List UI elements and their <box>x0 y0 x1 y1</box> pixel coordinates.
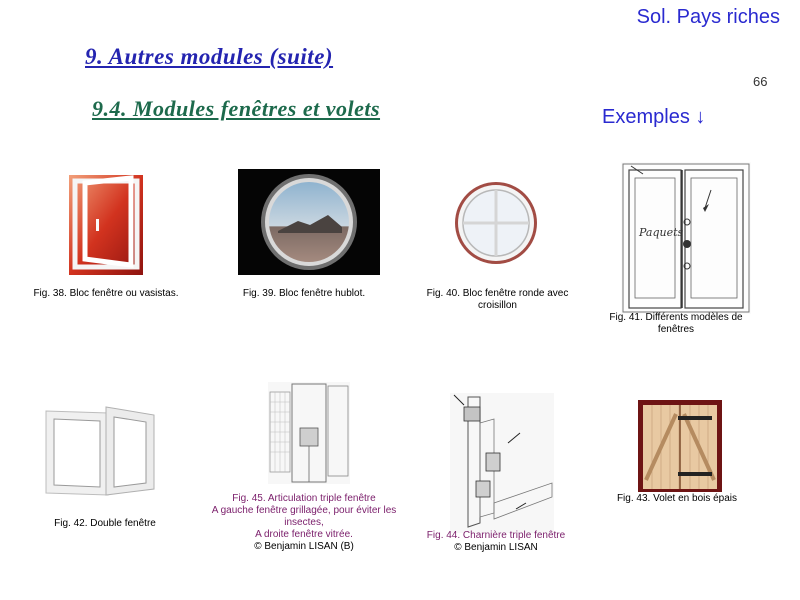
fig45-image <box>268 382 350 484</box>
fig40-caption-line1: Fig. 40. Bloc fenêtre ronde avec <box>426 288 569 299</box>
fig42-image <box>44 405 156 497</box>
fig39-image <box>238 169 380 275</box>
fig40-caption <box>410 288 585 312</box>
fig40-round-window-svg <box>453 180 539 266</box>
fig41-image <box>621 162 751 314</box>
fig43-shutter-svg <box>638 400 722 492</box>
fig40-caption-line2: croisillon <box>478 300 517 311</box>
fig41-sketch-text: Paquets <box>639 226 684 239</box>
fig44-caption-line1: Fig. 44. Charnière triple fenêtre <box>426 530 566 541</box>
fig45-caption-line1: Fig. 45. Articulation triple fenêtre <box>232 493 376 504</box>
fig38-caption: Fig. 38. Bloc fenêtre ou vasistas. <box>33 288 179 299</box>
page-subtitle: 9.4. Modules fenêtres et volets <box>92 96 381 121</box>
fig45-caption <box>196 493 412 553</box>
fig43-caption: Fig. 43. Volet en bois épais <box>616 493 738 504</box>
fig39-caption: Fig. 39. Bloc fenêtre hublot. <box>242 288 366 299</box>
fig38-window-svg <box>69 175 143 275</box>
fig44-image <box>450 393 554 533</box>
fig41-caption-line2: fenêtres <box>657 324 695 335</box>
fig42-double-window-svg <box>44 405 156 497</box>
fig39-porthole-svg <box>238 169 380 275</box>
fig42-caption: Fig. 42. Double fenêtre <box>54 518 156 529</box>
examples-label: Exemples ↓ <box>602 106 706 128</box>
fig44-sketch-svg <box>450 393 554 533</box>
fig41-caption <box>598 312 754 336</box>
fig43-image <box>638 400 722 492</box>
page-title: 9. Autres modules (suite) <box>85 44 334 69</box>
fig45-caption-line4: A droite fenêtre vitrée. <box>255 529 353 540</box>
page-number: 66 <box>753 74 768 89</box>
fig45-caption-line2: A gauche fenêtre grillagée, pour éviter les <box>211 505 397 516</box>
section-label: Sol. Pays riches <box>636 6 780 28</box>
fig45-caption-line3: insectes, <box>284 517 324 528</box>
fig45-sketch-svg <box>268 382 350 484</box>
fig44-caption <box>410 530 582 554</box>
fig38-image <box>69 175 143 275</box>
fig44-caption-line2: © Benjamin LISAN <box>454 542 538 553</box>
fig40-image <box>453 180 539 266</box>
fig41-caption-line1: Fig. 41. Différents modèles de <box>609 312 743 323</box>
fig45-caption-line5: © Benjamin LISAN (B) <box>254 541 354 552</box>
